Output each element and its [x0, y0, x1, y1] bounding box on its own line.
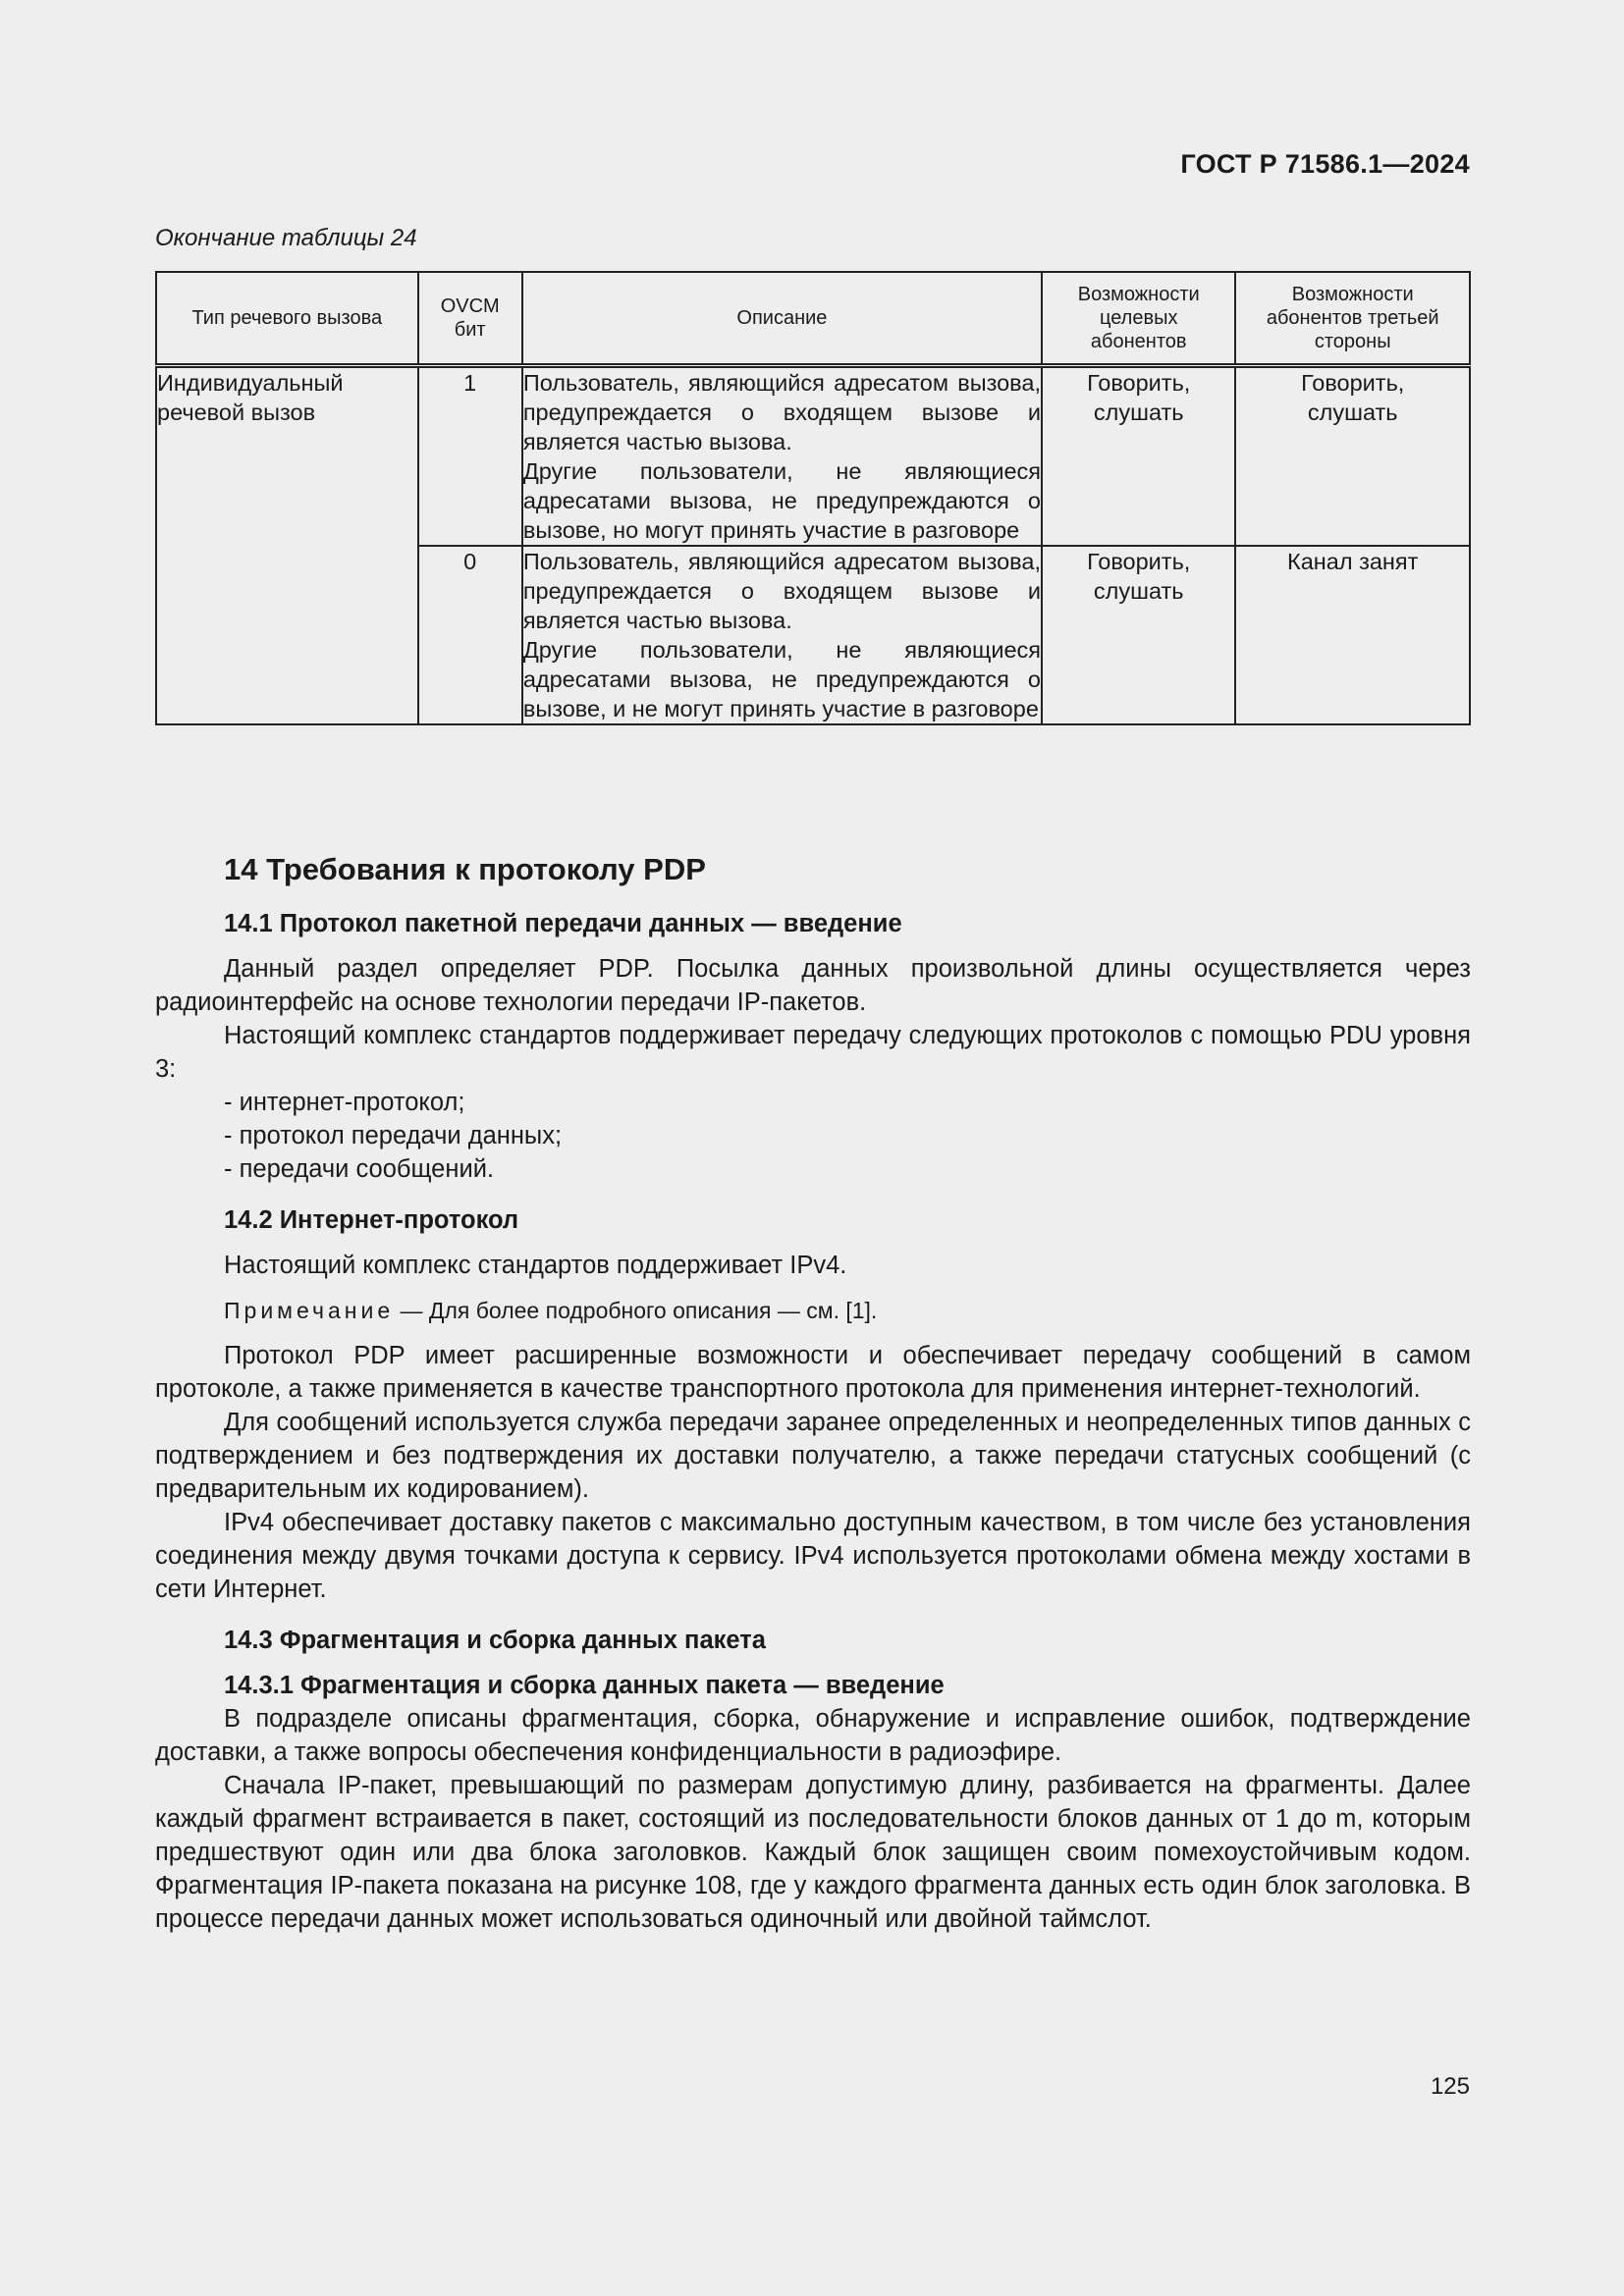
description-text: Пользователь, являющийся адресатом вызова, предупреждается о входящем вызове и является частью вызова.	[522, 549, 1041, 633]
target-abilities-cell	[1042, 366, 1235, 547]
paragraph: Сначала IP-пакет, превышающий по размерам допустимую длину, разбивается на фрагменты. Далее каждый фрагмент встраивается в пакет, состоящий из последовательности блоков данных от 1 до m, которым предшествуют один или два блока заголовков. Каждый блок защищен своим помехоустойчивым кодом. Фрагментация IP-пакета показана на рисунке 108, где у каждого фрагмента данных есть один блок заголовка. В процессе передачи данных может использоваться одиночный или двойной таймслот.	[155, 1772, 1471, 1933]
call-type-cell	[156, 366, 418, 725]
list-item: - протокол передачи данных;	[224, 1122, 563, 1149]
target-abilities-cell	[1042, 546, 1235, 724]
section-14-title: 14 Требования к протоколу PDP	[224, 852, 706, 886]
section-14-2-title: 14.2 Интернет-протокол	[224, 1206, 519, 1234]
description-text: Другие пользователи, не являющиеся адресатами вызова, не предупреждаются о вызове, и не могут принять участие в разговоре	[522, 637, 1041, 721]
description-text: Другие пользователи, не являющиеся адресатами вызова, не предупреждаются о вызове, но могут принять участие в разговоре	[522, 458, 1041, 543]
third-party-abilities-cell: Канал занят	[1235, 546, 1470, 724]
ovcm-bit-cell: 0	[418, 546, 522, 724]
description-cell	[522, 546, 1042, 724]
col-header-ovcm-bit	[418, 272, 522, 366]
col-header-description: Описание	[522, 272, 1042, 366]
table-header-row	[156, 272, 1470, 366]
standard-code: ГОСТ Р 71586.1—2024	[1180, 149, 1470, 179]
note	[224, 1294, 1471, 1327]
paragraph: Протокол PDP имеет расширенные возможности и обеспечивает передачу сообщений в самом протоколе, а также применяется в качестве транспортного протокола для применения интернет-технологий.	[155, 1342, 1471, 1403]
list-item: - интернет-протокол;	[224, 1089, 465, 1116]
col-header-target-abilities	[1042, 272, 1235, 366]
col-header-target-abilities-text: Возможности целевых абонентов	[1077, 284, 1200, 352]
third-party-abilities-text: Говорить, слушать	[1301, 370, 1405, 425]
ovcm-bit-cell: 1	[418, 366, 522, 547]
col-header-ovcm-bit-text: OVCM бит	[440, 295, 500, 341]
section-14-1-title: 14.1 Протокол пакетной передачи данных — введение	[224, 910, 902, 937]
paragraph: Настоящий комплекс стандартов поддерживает передачу следующих протоколов с помощью PDU уровня 3:	[155, 1022, 1471, 1083]
section-14-3-title: 14.3 Фрагментация и сборка данных пакета	[224, 1627, 766, 1654]
target-abilities-text: Говорить, слушать	[1087, 549, 1191, 604]
paragraph: Настоящий комплекс стандартов поддерживает IPv4.	[224, 1252, 847, 1279]
paragraph: Для сообщений используется служба передачи заранее определенных и неопределенных типов данных с подтверждением и без подтверждения их доставки получателю, а также передачи статусных сообщений (с предварительным их кодированием).	[155, 1409, 1471, 1503]
page-number: 125	[1430, 2073, 1470, 2100]
third-party-abilities-cell	[1235, 366, 1470, 547]
description-text: Пользователь, являющийся адресатом вызова, предупреждается о входящем вызове и является частью вызова.	[522, 370, 1041, 454]
section-14-3-1-title: 14.3.1 Фрагментация и сборка данных пакета — введение	[224, 1672, 945, 1699]
list-item: - передачи сообщений.	[224, 1155, 495, 1183]
description-cell	[522, 366, 1042, 547]
table-24	[155, 271, 1471, 725]
target-abilities-text: Говорить, слушать	[1087, 370, 1191, 425]
note-text: — Для более подробного описания — см. [1].	[394, 1298, 878, 1323]
col-header-third-party-abilities-text: Возможности абонентов третьей стороны	[1266, 284, 1439, 352]
col-header-third-party-abilities	[1235, 272, 1470, 366]
section-14-body	[155, 850, 1471, 1936]
paragraph: Данный раздел определяет PDP. Посылка данных произвольной длины осуществляется через радиоинтерфейс на основе технологии передачи IP-пакетов.	[155, 955, 1471, 1016]
table-row	[156, 366, 1470, 547]
table-continuation-label: Окончание таблицы 24	[155, 225, 417, 251]
paragraph: В подразделе описаны фрагментация, сборка, обнаружение и исправление ошибок, подтверждение доставки, а также вопросы обеспечения конфиденциальности в радиоэфире.	[155, 1705, 1471, 1766]
col-header-call-type: Тип речевого вызова	[156, 272, 418, 366]
call-type-text: Индивидуальный речевой вызов	[157, 370, 344, 425]
note-label: Примечание	[224, 1298, 395, 1323]
paragraph: IPv4 обеспечивает доставку пакетов с максимально доступным качеством, в том числе без установления соединения между двумя точками доступа к сервису. IPv4 используется протоколами обмена между хостами в сети Интернет.	[155, 1509, 1471, 1603]
